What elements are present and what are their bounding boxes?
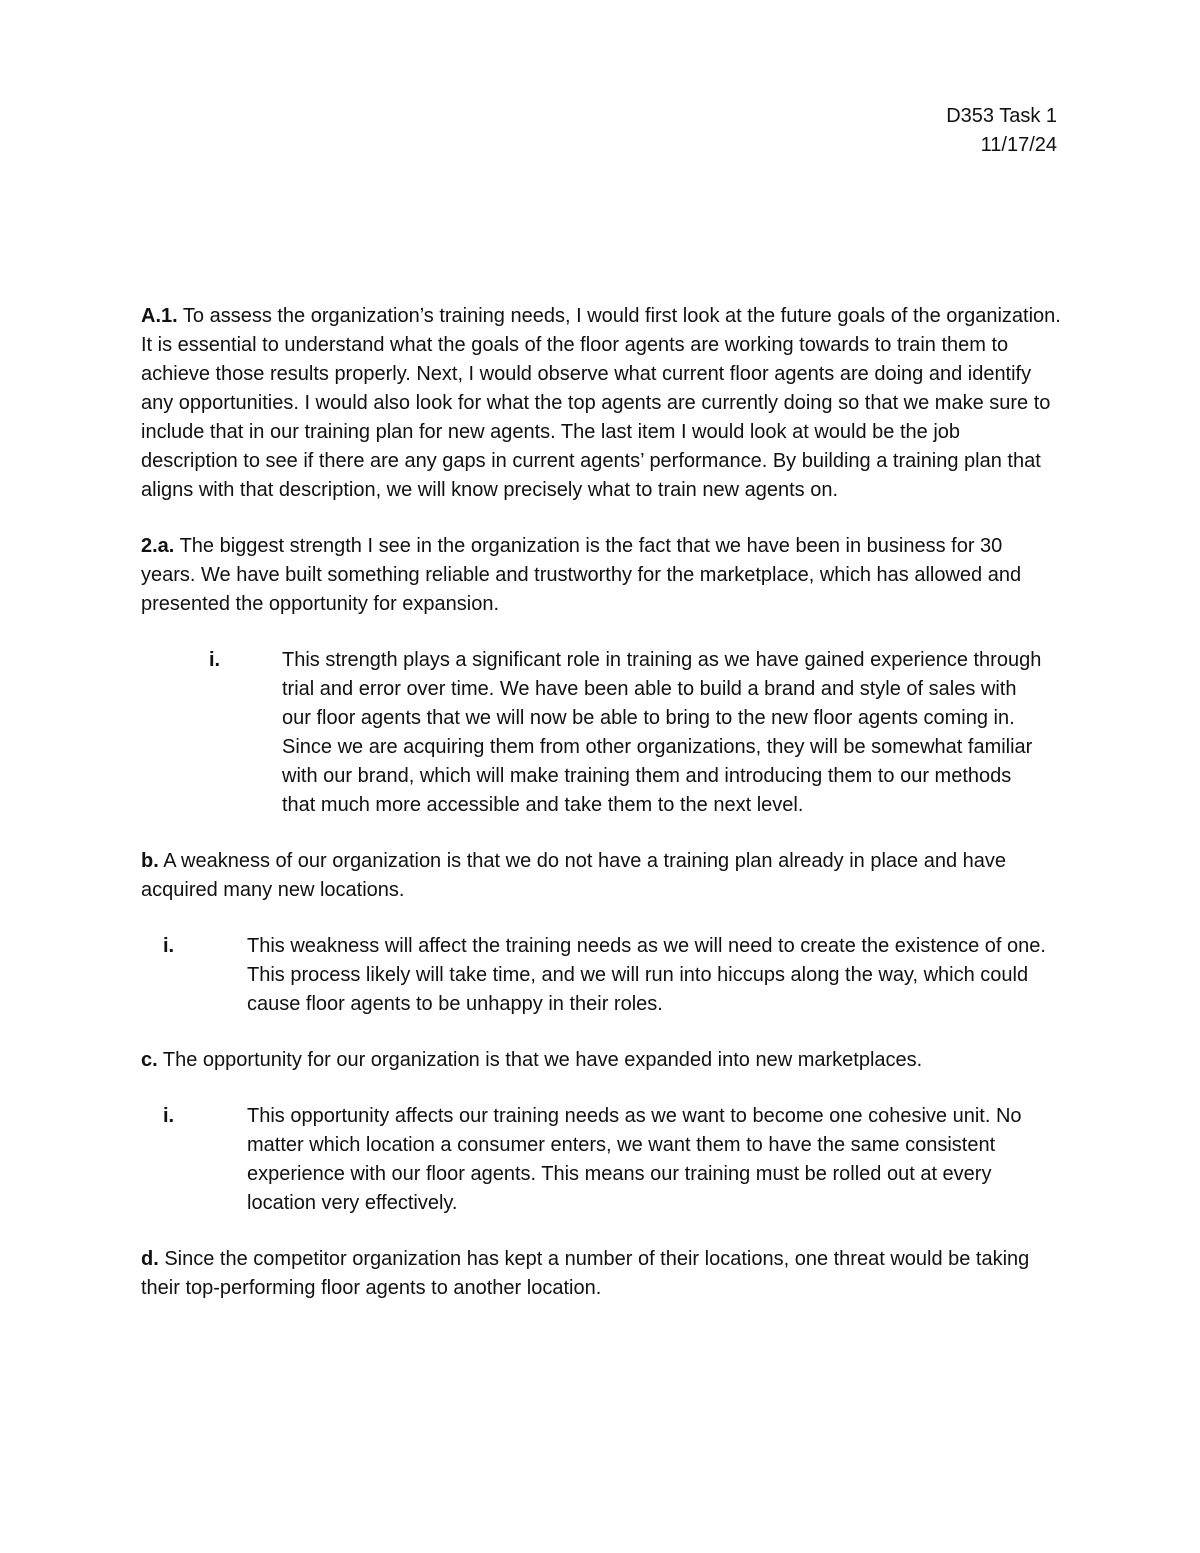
section-2a-text: The biggest strength I see in the organization is the fact that we have been in business for 30 years. We have built something reliable and trustworthy for the marketplace, which has allowed and presented the opportunity for expansion. [141,535,1022,615]
section-b-label: b. [141,850,159,872]
section-d-label: d. [141,1248,159,1270]
section-c-label: c. [141,1049,158,1071]
section-d-text: Since the competitor organization has kept a number of their locations, one threat would be taking their top-performing floor agents to another location. [141,1248,1030,1299]
section-2a-subitem-text: This strength plays a significant role in training as we have gained experience through trial and error over time. We have been able to build a brand and style of sales with our floor agents that we will now be able to bring to the new floor agents coming in. Since we are acquiring them from other organizations, they will be somewhat familiar with our brand, which will make training them and introducing them to our methods that much more accessible and take them to the next level. [282,649,1042,816]
section-a1-text: To assess the organization’s training needs, I would first look at the future goals of the organization. It is essential to understand what the goals of the floor agents are working towards to train them to achieve those results properly. Next, I would observe what current floor agents are doing and identify any opportunities. I would also look for what the top agents are currently doing so that we make sure to include that in our training plan for new agents. The last item I would look at would be the job description to see if there are any gaps in current agents’ performance. By building a training plan that aligns with that description, we will know precisely what to train new agents on. [141,305,1061,501]
section-a1 [141,302,1061,505]
document-date: 11/17/24 [980,134,1057,156]
section-2a [141,532,1061,619]
section-d [141,1245,1061,1303]
section-b-subitem-text: This weakness will affect the training needs as we will need to create the existence of one. This process likely will take time, and we will run into hiccups along the way, which could cause floor agents to be unhappy in their roles. [247,935,1046,1015]
section-c-subitem-text: This opportunity affects our training needs as we want to become one cohesive unit. No matter which location a consumer enters, we want them to have the same consistent experience with our floor agents. This means our training must be rolled out at every location very effectively. [247,1105,1022,1214]
document-header [946,102,1057,160]
section-c [141,1046,1061,1075]
course-task-title: D353 Task 1 [946,105,1057,127]
section-a1-label: A.1. [141,305,178,327]
document-body [141,302,1061,1330]
section-c-subitem-label: i. [163,1105,175,1127]
section-2a-subitem-label: i. [209,649,221,671]
section-2a-label: 2.a. [141,535,175,557]
section-b [141,847,1061,905]
section-c-subitem [141,1102,1061,1218]
section-b-subitem [141,932,1061,1019]
section-b-subitem-label: i. [163,935,175,957]
section-c-text: The opportunity for our organization is that we have expanded into new marketplaces. [162,1049,923,1071]
section-2a-subitem [141,646,1061,820]
section-b-text: A weakness of our organization is that we do not have a training plan already in place and have acquired many new locations. [141,850,1007,901]
